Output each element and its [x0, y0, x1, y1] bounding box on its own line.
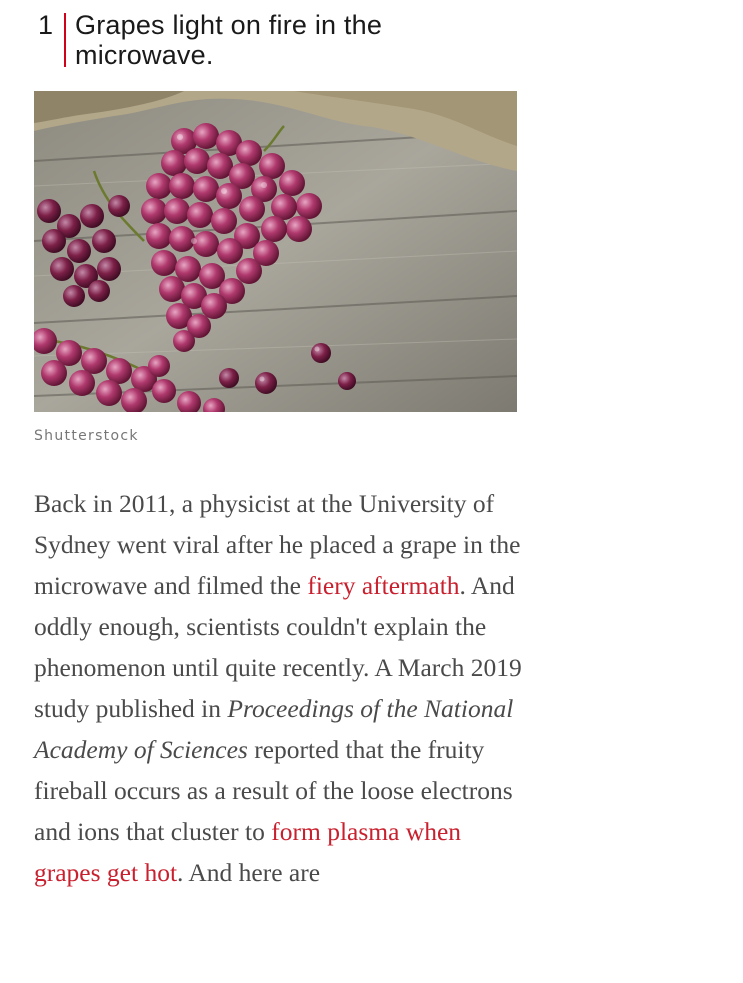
- item-number: 1: [38, 10, 54, 40]
- paragraph-text: . And here are: [177, 858, 321, 887]
- item-title: Grapes light on fire in the microwave.: [75, 10, 383, 70]
- article-paragraph: [34, 483, 524, 893]
- paragraph-text: Back in 2011, a physicist at the University of Sydney went viral after he placed a grape in the microwave and filmed the: [34, 489, 521, 600]
- photo-credit: Shutterstock: [34, 428, 139, 444]
- plasma-link[interactable]: form plasma when grapes get hot: [34, 817, 462, 887]
- grapes-photo: [34, 91, 517, 412]
- fiery-aftermath-link[interactable]: fiery aftermath: [307, 571, 460, 600]
- heading-divider: [64, 13, 66, 67]
- journal-name: Proceedings of the National Academy of Sciences: [34, 694, 514, 764]
- paragraph-text: . And oddly enough, scientists couldn't explain the phenomenon until quite recently. A March 2019 study published in: [34, 571, 522, 723]
- paragraph-text: reported that the fruity fireball occurs as a result of the loose electrons and ions that cluster to: [34, 735, 513, 846]
- list-heading: [38, 8, 518, 70]
